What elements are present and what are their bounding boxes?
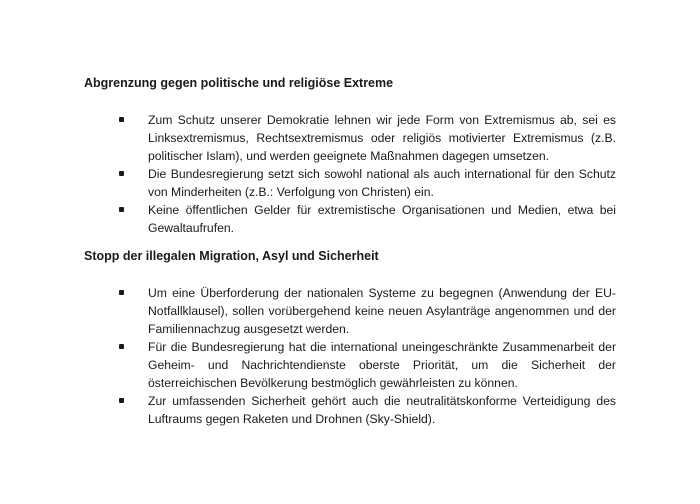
- list-item: [148, 338, 616, 392]
- bullet-icon: [119, 171, 124, 176]
- bullet-list-migration: [148, 284, 616, 428]
- bullet-list-extremism: [148, 111, 616, 237]
- bullet-icon: [119, 117, 124, 122]
- bullet-text: Keine öffentlichen Gelder für extremistische Organisationen und Medien, etwa bei Gewaltaufrufen.: [148, 203, 616, 235]
- list-item: [148, 165, 616, 201]
- bullet-text: Um eine Überforderung der nationalen Systeme zu begegnen (Anwendung der EU-Notfallklausel), sollen vorübergehend keine neuen Asylanträge angenommen und der Familiennachzug ausgesetzt werden.: [148, 286, 616, 336]
- bullet-text: Zum Schutz unserer Demokratie lehnen wir jede Form von Extremismus ab, sei es Linksextremismus, Rechtsextremismus oder religiös motivierter Extremismus (z.B. politischer Islam), und werden geeignete Maßnahmen dagegen umsetzen.: [148, 113, 616, 163]
- bullet-icon: [119, 290, 124, 295]
- bullet-text: Zur umfassenden Sicherheit gehört auch die neutralitätskonforme Verteidigung des Luftraums gegen Raketen und Drohnen (Sky-Shield).: [148, 394, 616, 426]
- bullet-icon: [119, 398, 124, 403]
- section-heading-migration: Stopp der illegalen Migration, Asyl und Sicherheit: [84, 249, 379, 263]
- section-heading-extremism: Abgrenzung gegen politische und religiöse Extreme: [84, 76, 394, 90]
- list-item: [148, 392, 616, 428]
- bullet-icon: [119, 344, 124, 349]
- list-item: [148, 284, 616, 338]
- bullet-text: Für die Bundesregierung hat die international uneingeschränkte Zusammenarbeit der Geheim- und Nachrichtendienste oberste Priorität, um die Sicherheit der österreichischen Bevölkerung bestmöglich gewährleisten zu können.: [148, 340, 616, 390]
- list-item: [148, 111, 616, 165]
- bullet-text: Die Bundesregierung setzt sich sowohl national als auch international für den Schutz von Minderheiten (z.B.: Verfolgung von Christen) ein.: [148, 167, 616, 199]
- bullet-icon: [119, 207, 124, 212]
- list-item: [148, 201, 616, 237]
